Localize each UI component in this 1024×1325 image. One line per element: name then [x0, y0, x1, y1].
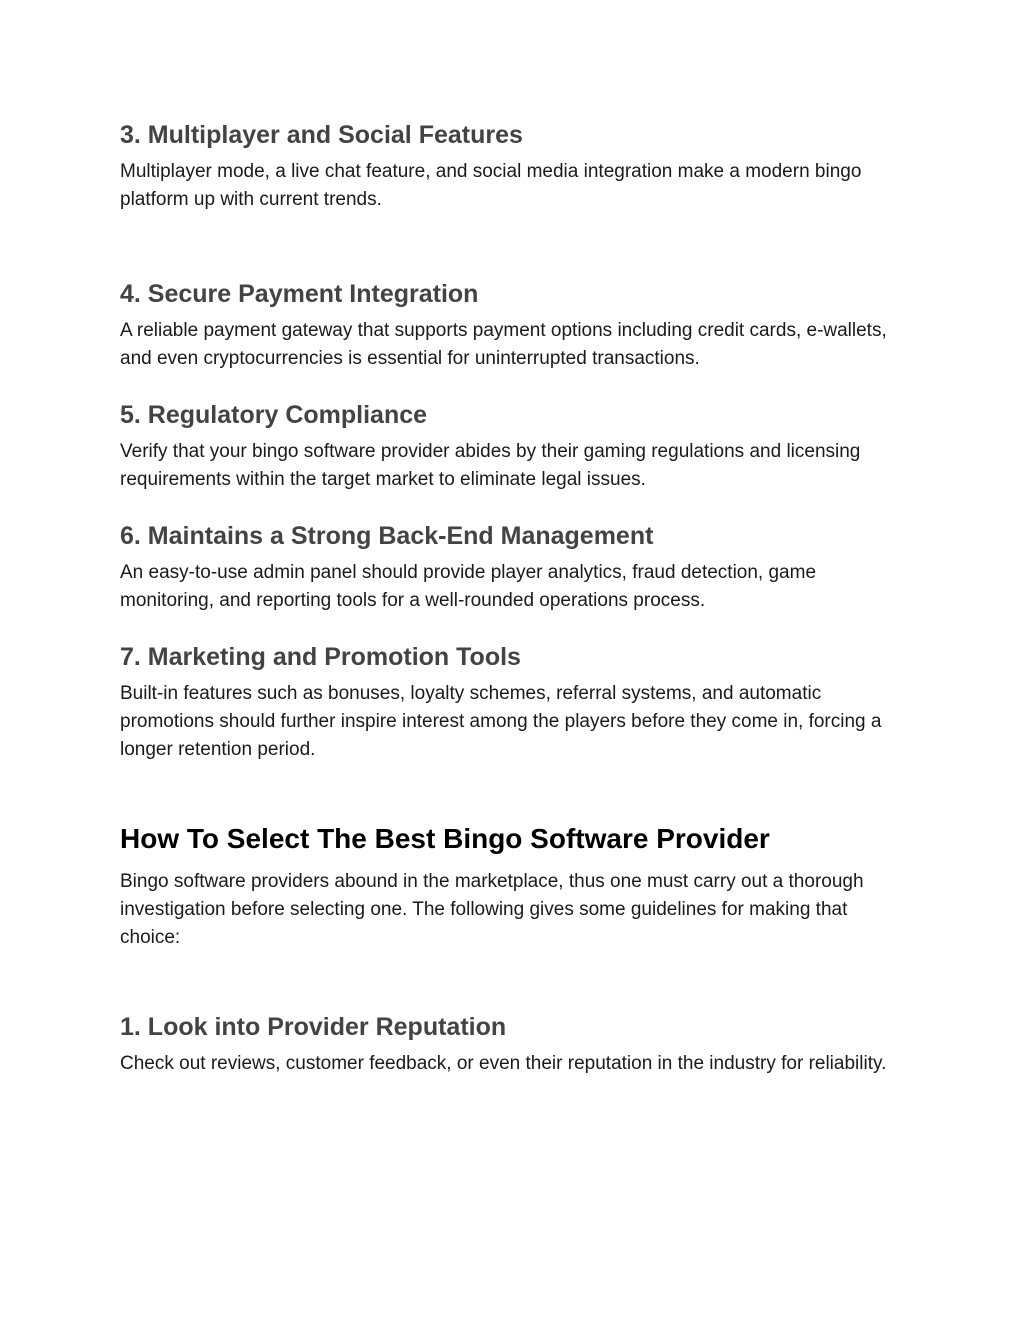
section-body: An easy-to-use admin panel should provide player analytics, fraud detection, game monitoring, and reporting tools for a well-rounded operations process. — [120, 562, 817, 611]
section-regulatory-compliance — [120, 398, 910, 494]
section-heading: 3. Multiplayer and Social Features — [120, 121, 523, 149]
section-body: Built-in features such as bonuses, loyalty schemes, referral systems, and automatic promotions should further inspire interest among the players before they come in, forcing a longer retention period. — [120, 683, 882, 760]
section-body: Verify that your bingo software provider abides by their gaming regulations and licensing requirements within the target market to eliminate legal issues. — [120, 441, 861, 490]
section-multiplayer-social — [120, 118, 910, 214]
section-marketing-tools — [120, 640, 910, 764]
section-heading: 1. Look into Provider Reputation — [120, 1013, 507, 1041]
section-back-end-management — [120, 519, 910, 615]
section-body: A reliable payment gateway that supports payment options including credit cards, e-wallets, and even cryptocurrencies is essential for uninterrupted transactions. — [120, 320, 887, 369]
section-how-to-select — [120, 820, 910, 952]
main-intro: Bingo software providers abound in the marketplace, thus one must carry out a thorough investigation before selecting one. The following gives some guidelines for making that choice: — [120, 871, 864, 948]
section-secure-payment — [120, 277, 910, 373]
section-heading: 4. Secure Payment Integration — [120, 280, 479, 308]
section-body: Multiplayer mode, a live chat feature, and social media integration make a modern bingo platform up with current trends. — [120, 161, 862, 210]
section-heading: 6. Maintains a Strong Back-End Management — [120, 522, 654, 550]
section-body: Check out reviews, customer feedback, or even their reputation in the industry for reliability. — [120, 1053, 887, 1074]
section-heading: 7. Marketing and Promotion Tools — [120, 643, 521, 671]
section-heading: 5. Regulatory Compliance — [120, 401, 428, 429]
document-content — [120, 118, 910, 1078]
section-provider-reputation — [120, 1010, 910, 1078]
main-heading: How To Select The Best Bingo Software Provider — [120, 823, 770, 854]
